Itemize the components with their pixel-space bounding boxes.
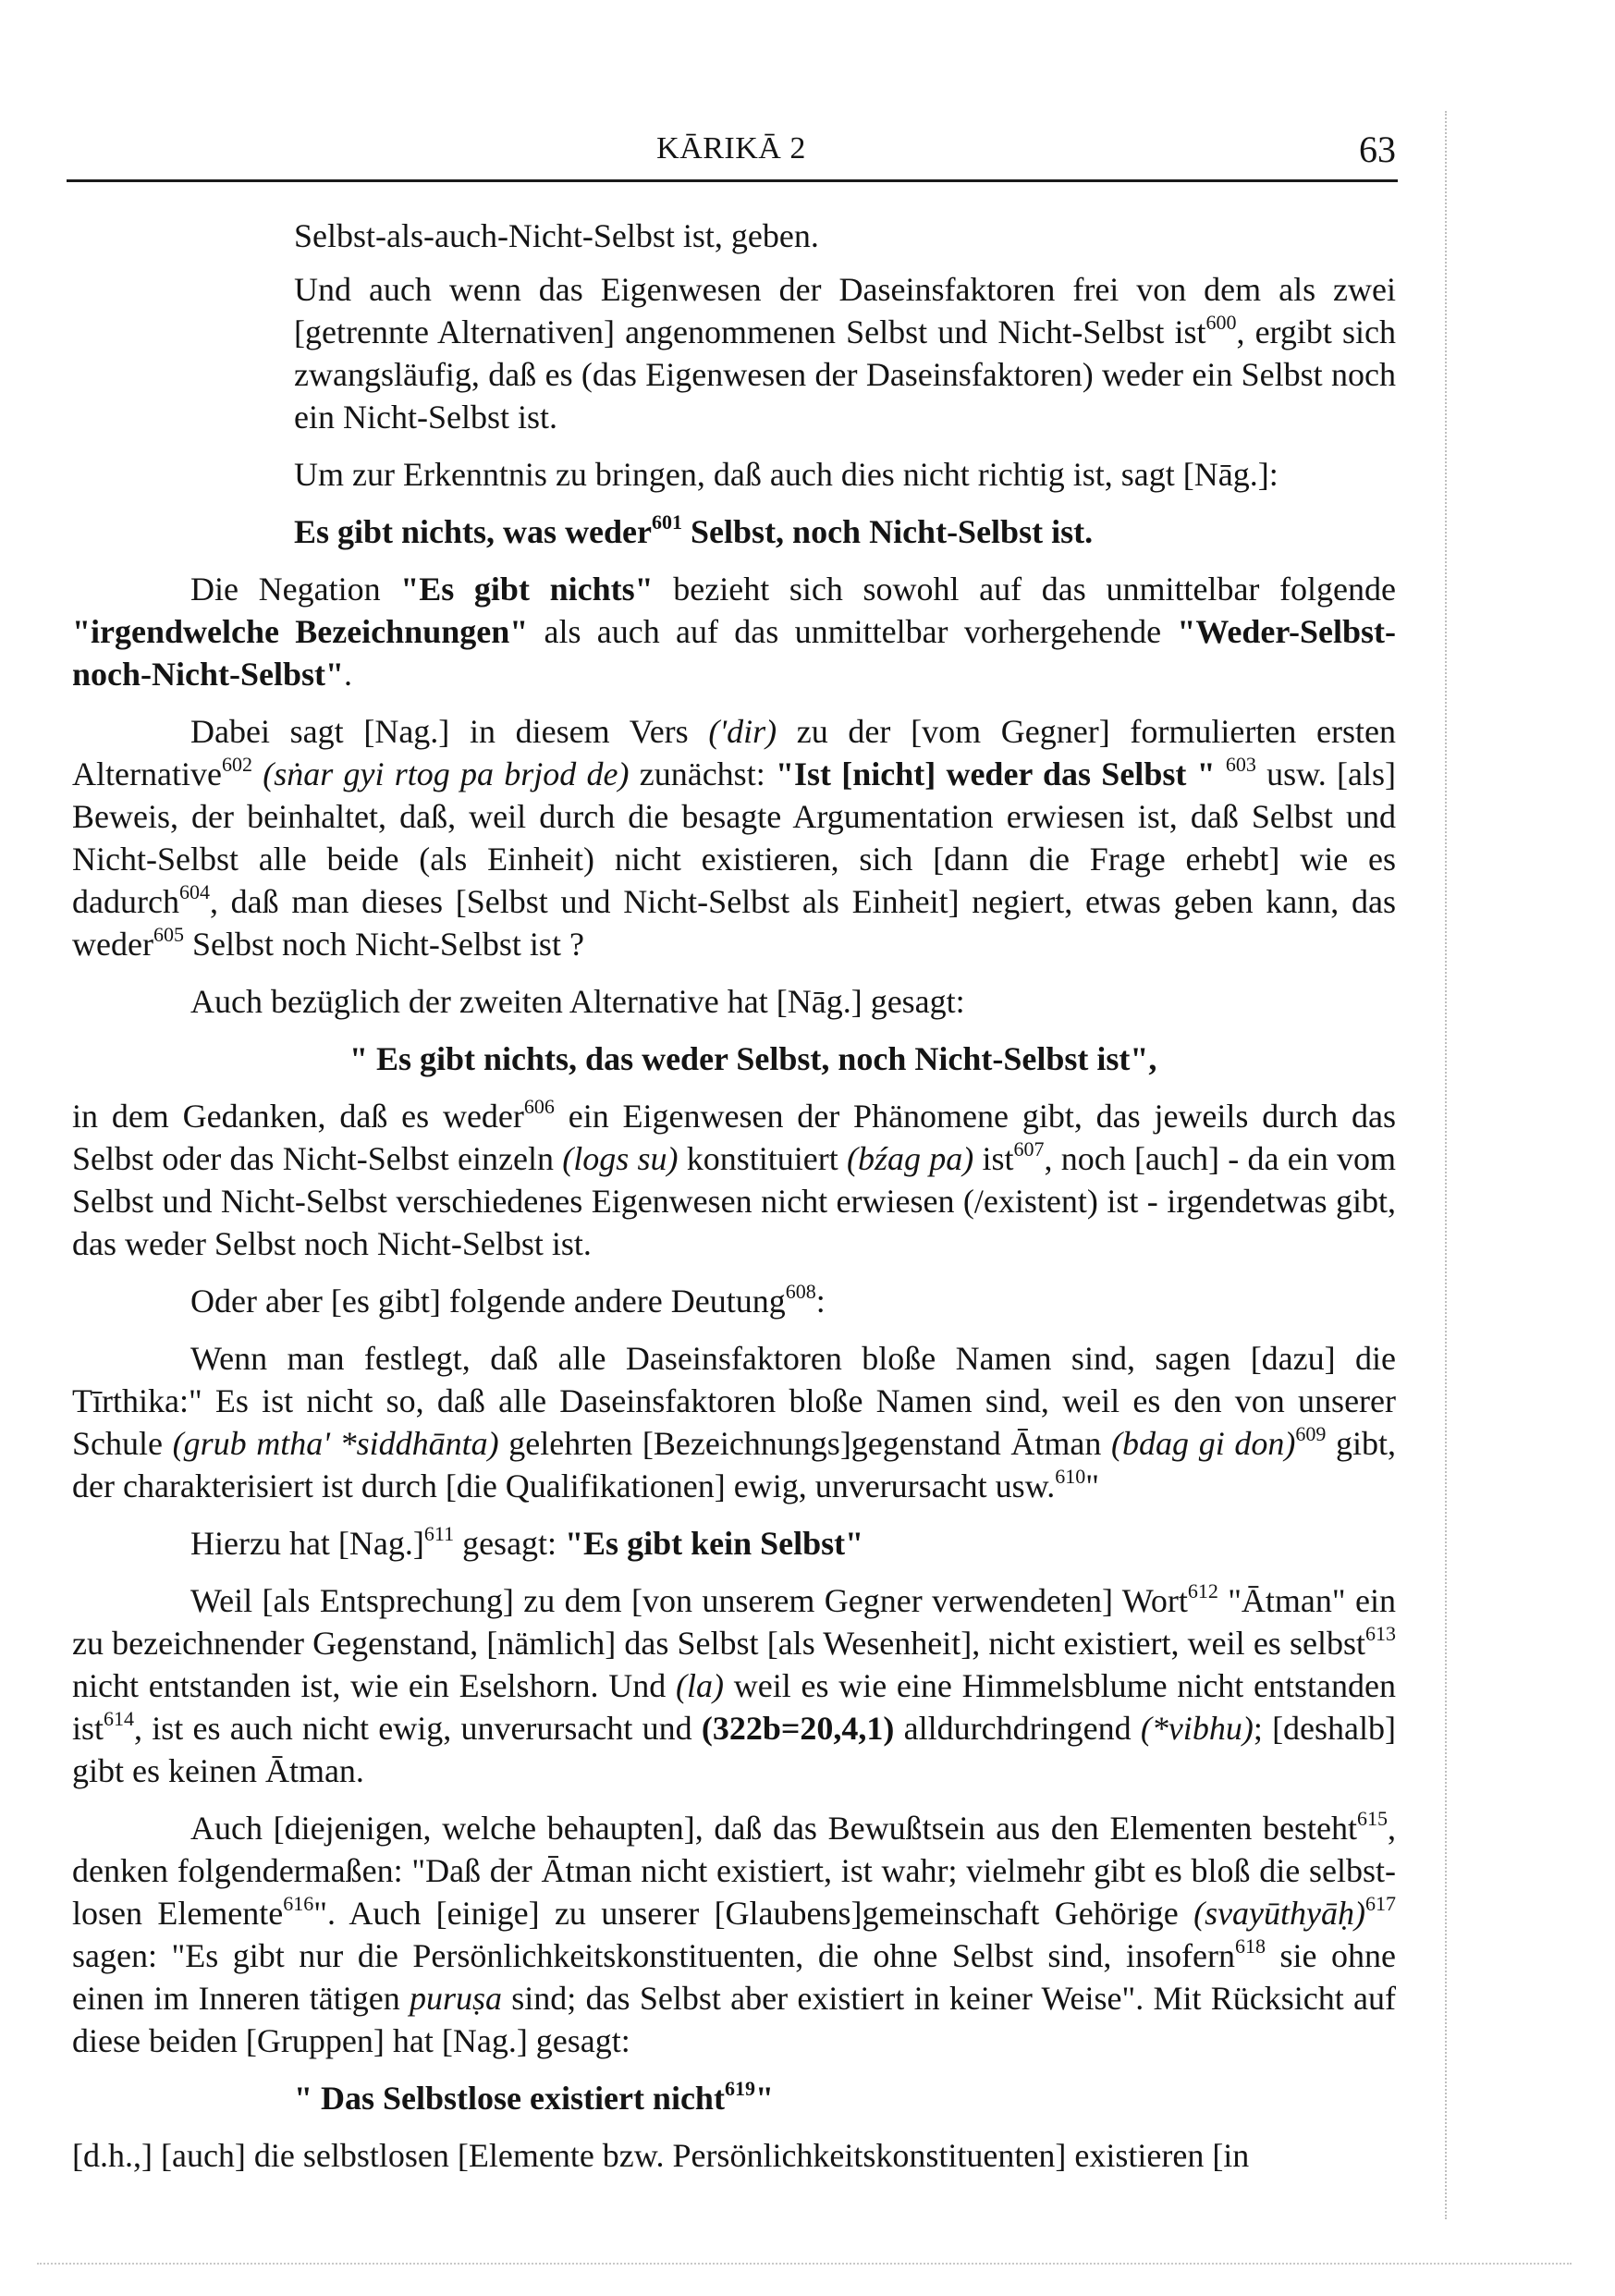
page-number: 63 [1359, 129, 1396, 170]
header-rule [67, 179, 1398, 182]
paragraph: Hierzu hat $[Nag.]^{611}$ gesagt: "Es gibt kein Selbst" [190, 1522, 864, 1562]
paragraph: Um zur Erkenntnis zu bringen, daß auch dies nicht richtig ist, sagt [Nāg.]: [294, 456, 1279, 493]
paragraph: " Es gibt nichts, das weder Selbst, noch Nicht-Selbst ist", [349, 1040, 1157, 1077]
scan-bottom-marks [37, 2263, 1572, 2266]
paragraph: Selbst-als-auch-Nicht-Selbst ist, geben. [294, 217, 819, 254]
body-text [72, 215, 1396, 2192]
paragraph: Es gibt nichts, was weder$^{601}$ Selbst, noch Nicht-Selbst ist. [294, 510, 1094, 550]
paragraph: " Das Selbstlose existiert nicht$^{619}$" [294, 2077, 774, 2117]
paragraph: Weil [als Entsprechung] zu dem [von unserem Gegner verwendeten] Wort$^{612}$ "Ātman" ein zu bezeichnender Gegenstand, [nämlich] das Selbst [als Wesenheit], nicht existiert, weil es selbst$^{613}$ nicht entstanden ist, wie ein Eselshorn. Und (la) weil es wie eine Himmelsblume nicht entstanden ist$^{614}$, ist es auch nicht ewig, unverursacht und (322b=20,4,1) alldurchdringend (*vibhu); [deshalb] gibt es keinen Ātman. [72, 1579, 1397, 1789]
paragraph: Wenn man festlegt, daß alle Daseinsfaktoren bloße Namen sind, sagen [dazu] die Tīrthika:" Es ist nicht so, daß alle Daseinsfaktoren bloße Namen sind, weil es den von unserer Schule (grub mtha' *siddhānta) gelehrten [Bezeichnungs]gegenstand Ātman (bdag gi don)$^{609}$ gibt, der charakterisiert ist durch [die Qualifikationen] ewig, unverursacht usw.$^{610}$" [72, 1340, 1397, 1504]
running-header [67, 126, 1396, 178]
paragraph: in dem Gedanken, daß es weder$^{606}$ ein Eigenwesen der Phänomene gibt, das jeweils durch das Selbst oder das Nicht-Selbst einzeln (logs su) konstituiert (bźag pa) ist$^{607}$, noch [auch] - da ein vom Selbst und Nicht-Selbst verschiedenes Eigenwesen nicht erwiesen (/existent) ist - irgendetwas gibt, das weder Selbst noch Nicht-Selbst ist. [72, 1095, 1396, 1262]
paragraph: [d.h.,] [auch] die selbstlosen [Elemente bzw. Persönlichkeitskonstituenten] existieren [in [72, 2137, 1250, 2174]
paragraph: Auch bezüglich der zweiten Alternative hat [Nāg.] gesagt: [190, 983, 965, 1020]
paragraph: Die Negation "Es gibt nichts" bezieht sich sowohl auf das unmittelbar folgende "irgendwelche Bezeichnungen" als auch auf das unmittelbar vorhergehende "Weder-Selbst-noch-Nicht-Selbst". [72, 571, 1397, 693]
paragraph: Dabei sagt [Nag.] in diesem Vers ('dir) zu der [vom Gegner] formulierten ersten Alternative$^{602}$ (sṅar gyi rtog pa brjod de) zunächst: "Ist [nicht] weder das Selbst " $^{603}$ usw. [als] Beweis, der beinhaltet, daß, weil durch die besagte Argumentation erwiesen ist, daß Selbst und Nicht-Selbst alle beide (als Einheit) nicht existieren, sich [dann die Frage erhebt] wie es dadurch$^{604}$, daß man dieses [Selbst und Nicht-Selbst als Einheit] negiert, etwas geben kann, das weder$^{605}$ Selbst noch Nicht-Selbst ist ? [72, 713, 1396, 963]
scan-edge-marks [1441, 111, 1447, 2219]
paragraph: Und auch wenn das Eigenwesen der Daseinsfaktoren frei von dem als zwei [getrennte Alternativen] angenommenen Selbst und Nicht-Selbst ist$^{600}$, ergibt sich zwangsläufig, daß es (das Eigenwesen der Daseinsfaktoren) weder ein Selbst noch ein Nicht-Selbst ist. [294, 271, 1397, 436]
paragraph: Auch [diejenigen, welche behaupten], daß das Bewußtsein aus den Elementen besteht$^{615}$, denken folgendermaßen: "Daß der Ātman nicht existiert, ist wahr; vielmehr gibt es bloß die selbst-losen Elemente$^{616}$". Auch [einige] zu unserer [Glaubens]gemeinschaft Gehörige (svayūthyāḥ)$^{617}$ sagen: "Es gibt nur die Persönlichkeitskonstituenten, die ohne Selbst sind, insofern$^{618}$ sie ohne einen im Inneren tätigen puruṣa sind; das Selbst aber existiert in keiner Weise". Mit Rücksicht auf diese beiden [Gruppen] hat [Nag.] gesagt: [72, 1807, 1397, 2059]
running-title: KĀRIKĀ 2 [656, 131, 806, 166]
paragraph: Oder aber [es gibt] folgende andere Deutung$^{608}$: [190, 1280, 826, 1320]
